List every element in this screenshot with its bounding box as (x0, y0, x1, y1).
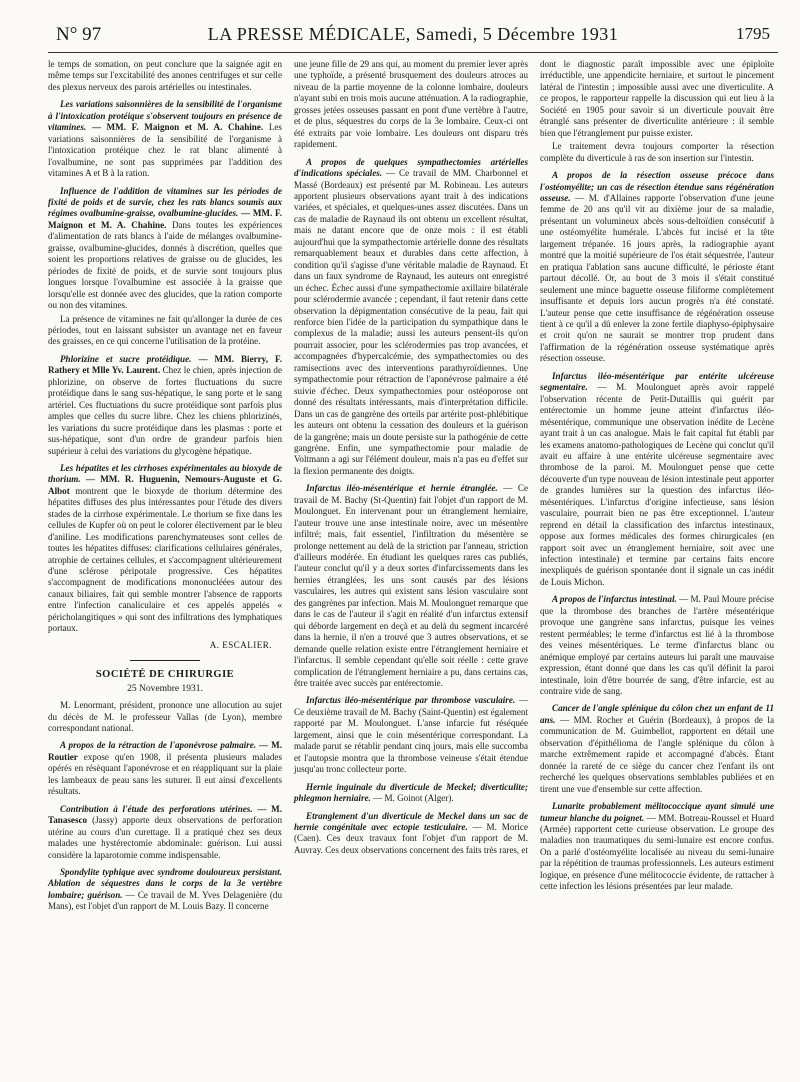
article-s4 (48, 463, 282, 635)
article-s4 (294, 782, 528, 805)
article-s5 (540, 801, 774, 893)
article-s2 (294, 483, 528, 689)
article-title: Infarctus iléo-mésentérique par thrombose vasculaire. (306, 695, 516, 706)
article-s5 (48, 740, 282, 797)
article-title: Contribution à l'étude des perforations utérines. (60, 803, 253, 814)
article-body: — Ce travail de M. Bachy (St-Quentin) fait l'objet d'un rapport de M. Moulonguet. En intervenant pour un étranglement herniaire, l'auteur trouve une anse intestinale noire, avec un mésentère infiltré; mais, fait essentiel, l'infiltration du mésentère se prolonge nettement au delà de la striction par l'anneau, striction d'ailleurs modérée. En étudiant les quelques rares cas publiés, l'auteur conclut qu'il y a deux sortes d'infarcissements dans les hernies étranglées, les uns sont causés par des lésions vasculaires, les autres qui existent sans lésion vasculaire sont des gangrènes par infection. Mais M. Moulonguet remarque que dans le cas de l'auteur il s'agit en réalité d'un infarctus extensif qui déborde largement en deçà et au delà du segment incarcéré dans la hernie, il n'en a trouvé que 3 autres observations, et se demande quelle relation existe entre l'étranglement herniaire et l'infarctus. Il semble cependant qu'elle soit réelle : cette grave complication de l'étranglement herniaire a pu, dans certains cas, être traitée avec succès par entérectomie. (294, 483, 528, 689)
article-s3 (540, 594, 774, 697)
article-body: — M. Paul Moure précise que la thrombose des branches de l'artère mésentérique provoque une gangrène sans infarctus, puisque les veines restent perméables; le terme d'infarctus est lié à la thrombose des veines mésentériques. Le terme d'infarctus blanc ou anémique employé par certains auteurs lui paraît une mauvaise expression, étant donné que dans les cas qu'il définit la paroi intestinale, loin d'être bourrée de sang, d'être infarcie, est au contraire vide de sang. (540, 594, 774, 697)
article-title: A propos de la rétraction de l'aponévrose palmaire. (60, 740, 257, 751)
signature: A. ESCALIER. (209, 639, 272, 650)
article-body: montrent que le bioxyde de thorium détermine des hépatites diffuses des plus intéressantes pour l'étude des divers stades de la cirrhose expérimentale. Le thorium se fixe dans les cellules de Kupfer où on peut le colorer électivement par le bleu d'aniline. Les modifications parenchymateuses sont celles de toutes les hépatites diffuses: clarifications cellulaires générales, atrophie de certaines cellules, et s'accompagnent ultérieurement d'une sclérose péripotale progressive. Ces hépatites s'accompagnent de modifications mononucléées autour des canaux biliaires, fait qui semble montrer l'absence de rapports entre l'infection canaliculaire et ces appelés appelés « péricholangitiques » qui sont des infiltrations des lymphatiques portaux. (48, 485, 282, 634)
article-s7 (48, 867, 282, 913)
article-s6 (48, 804, 282, 861)
article-title: Infarctus iléo-mésentérique par entérite ulcéreuse segmentaire. (540, 370, 774, 393)
article-title: Etranglement d'un diverticule de Meckel dans un sac de hernie congénitale avec ectopie testiculaire. (294, 810, 528, 832)
paragraph: dont le diagnostic paraît impossible avec une épiploïte irréductible, une appendicite herniaire, et surtout le pincement latéral de l'intestin ; impossible aussi avec une diverticulite. A ce propos, le rapporteur rappelle la discussion qui eut lieu à la Société en 1905 pour savoir si un diverticule pouvait être étranglé sans présenter de diverticulite antérieure : il semble bien que l'étranglement pur puisse exister. (540, 59, 774, 138)
article-title: Les variations saisonnières de la sensibilité de l'organisme à l'intoxication protéique s'observent toujours en présence de vitamines. (48, 99, 282, 133)
column-1 (48, 59, 282, 913)
article-body: Dans toutes les expériences d'alimentation de rats blancs à l'aide de mélanges ovalbumine-graisse, ovalbumine-glucides, donnés à discrétion, quelles que soient les proportions relatives de graisse ou de glucides, les périodes de fixité de poids, et de survie sont toujours plus longues lorsque l'ovalbumine est associée à la graisse que lorsqu'elle est donnée avec des glucides, que la ration comporte ou non des vitamines. (48, 219, 282, 311)
article-authors: — M. Routier (48, 740, 282, 762)
section-heading: SOCIÉTÉ DE CHIRURGIE (95, 669, 235, 681)
article-body: — M. d'Allaines rapporte l'observation d'une jeune femme de 20 ans qu'il vit au dixième jour de sa maladie, présentant un volumineux abcès sous-deltoïdien consécutif à une ostéomyélite humérale. L'abcès fut incisé et la tête largement trépanée. 16 jours après, la radiographie ayant montré que la moitié supérieure de l'os était séquestrée, l'auteur en pratiqua l'ablation sans aucune difficulté, le périoste étant partout décollé. Or, au bout de 3 mois il s'était constitué seulement une mince baguette osseuse filiforme complètement insuffisante et depuis lors aucun progrès n'a été constaté. L'auteur pense que cette insuffisance de régénération osseuse tient à ce qu'il a dû enlever la zone fertile diaphyso-épiphysaire et croit qu'on ne saurait se montrer trop prudent dans l'affirmation de la régénération osseuse systématique après résection osseuse. (540, 192, 774, 364)
article-title: Les hépatites et les cirrhoses expérimentales au bioxyde de thorium. (48, 462, 282, 485)
issue-number: N° 97 (56, 24, 102, 45)
article-s1 (540, 170, 774, 365)
article-title: Lunarite probablement mélitococcique ayant simulé une tumeur blanche du poignet. (540, 801, 774, 823)
divider (130, 660, 200, 661)
article-authors: — MM. Bierry, F. Rathery et Mlle Yv. Laurent. (48, 353, 282, 376)
column-3 (540, 59, 774, 913)
article-body: — M. Moulonguet après avoir rappelé l'observation récente de Petit-Dutaillis qui guérit par entérectomie un homme jeune atteint d'infarctus iléo-mésentérique, communique une observation inédite de Lecène ayant trait à un cas analogue. Mais le fait capital fut établi par les examens anatomo-pathologiques de Lecène qui conclut qu'il avait eu affaire à une entérite ulcéreuse segmentaire avec thrombose de la paroi. M. Moulonguet pense que cette découverte d'un type nouveau de lésion intestinale peut apporter de grandes lumières sur la question des infarctus iléo-mésentériques. L'infarctus d'origine infectieuse, sans lésion vasculaire, pourrait bien ne pas être exceptionnel. L'auteur reprend en détail la classification des infarctus intestinaux, oppose aux formes médicales des formes chirurgicales (en rapport soit avec un étranglement herniaire, soit avec une infection intestinale) et termine par certains faits encore inexpliqués de guérison spontanée dont il signale un cas inédit de Louis Michon. (540, 382, 774, 587)
columns (48, 59, 778, 913)
article-s1 (294, 157, 528, 478)
article-s2 (48, 186, 282, 312)
article-s1 (48, 99, 282, 179)
article-s3 (294, 695, 528, 775)
article-title: Phlorizine et sucre protéidique. (60, 353, 192, 364)
column-2 (294, 59, 528, 913)
article-title: Influence de l'addition de vitamines sur les périodes de fixité de poids et de survie, chez les rats blancs soumis aux régimes ovalbumine-graisse, ovalbumine-glucides. (48, 185, 282, 219)
article-title: Spondylite typhique avec syndrome douloureux persistant. Ablation de séquestres dans le corps de la 3e vertèbre lombaire; guérison. (48, 867, 282, 900)
article-authors: — M. Tanasesco (48, 803, 282, 826)
article-body: Chez le chien, après injection de phlorizine, on observe de fortes fluctuations du sucre protéidique dans le sang sus-hépatique, le sang porte et le sang artériel. Ces fluctuations du sucre protéidique sont parfois plus amples que celles du sucre libre. Chez les chiens phlorizinés, les variations du sucre protéidique dans les plasmas : porte et sus-hépatique, sont d'un ordre de grandeur parfois bien supérieur à celui des variations du glycogène hépatique. (48, 365, 282, 456)
article-authors: — MM. F. Maignon et M. A. Chahine. (48, 208, 282, 230)
article-body: (Jassy) apporte deux observations de perforation utérine au cours d'un curettage. Il a pratiqué chez ses deux malades une hystérectomie abdominale: guérison. Lui aussi considère la laparotomie comme indispensable. (48, 815, 283, 860)
paragraph: M. Lenormant, président, prononce une allocution au sujet du décès de M. le professeur Vallas (de Lyon), membre correspondant national. (48, 700, 282, 734)
article-title: Hernie inguinale du diverticule de Meckel; diverticulite; phlegmon herniaire. (294, 781, 528, 804)
article-s3 (48, 354, 282, 457)
article-body: Les variations saisonnières de la sensibilité de l'organisme à l'intoxication protéique chez le rat blanc alimenté à l'ovalbumine, ne sont pas supprimées par l'addition des vitamines A et B à la ration. (48, 122, 282, 179)
article-title: A propos de l'infarctus intestinal. (552, 594, 677, 605)
article-body: expose qu'en 1908, il présenta plusieurs malades opérés en résèquant l'aponévrose et en réappliquant sur la plaie les lambeaux de peau sans les suturer. Il eut ainsi d'excellents résultats. (48, 751, 282, 797)
paragraph: le temps de somation, on peut conclure que la saignée agit en même temps sur l'excitabilité des anones centrifuges et sur celle des plexus nerveux des parois artérielles ou intestinales. (48, 59, 282, 92)
article-title: Cancer de l'angle splénique du côlon chez un enfant de 11 ans. (540, 703, 774, 725)
page-header (48, 18, 778, 53)
article-title: A propos de quelques sympathectomies artérielles d'indications spéciales. (294, 156, 528, 179)
article-s4 (540, 703, 774, 795)
article-authors: — MM. R. Huguenin, Nemours-Auguste et G. Albot (48, 474, 282, 496)
article-body: — Ce travail de MM. Charbonnel et Massé (Bordeaux) est présenté par M. Robineau. Les auteurs apportent plusieurs observations ayant trait à des indications variées, et spéciales, et quelques-unes assez discutées. Dans un cas de maladie de Raynaud ils ont obtenu un excellent résultat, mais ne datant encore que de onze mois : il est établi aujourd'hui que la sympathectomie artérielle donne des résultats remarquablement beaux et durables dans cette affection, à condition qu'il s'agisse d'une véritable maladie de Raynaud. Et dans un faux syndrome de Raynaud, les auteurs ont enregistré un échec. Échec aussi d'une sympathectomie axillaire bilatérale pour sclérodermie avancée ; cependant, il faut retenir dans cette observation la dépigmentation consécutive de la peau, fait qui renforce bien l'idée de la participation du sympathique dans le complexus de la maladie; aussi les auteurs pensent-ils qu'on pourrait associer, pour les sclérodermies pas trop avancées, et accompagnées d'hypercalcémie, des sympathectomies ou des ramisections avec des interventions parathyroïdiennes. Une sympathectomie pour rétraction de l'aponévrose palmaire a été suivie d'échec. Deux sympathectomies pour ostéoporose ont donné des résultats intéressants, mais d'interprétation difficile. Dans un cas de gangrène des orteils par artérite post-phlébitique les auteurs ont obtenu la cessation des douleurs et la guérison de la gangrène; mais un doute persiste sur la pathogénie de cette gangrène. Enfin, une sympathectomie pour maladie de Voltmann a agi sur l'élément douleur, mais n'a pas eu d'effet sur la flexion permanente des doigts. (294, 168, 528, 476)
article-body: — M. Morice (Caen). Ces deux travaux font l'objet d'un rapport de M. Auvray. Ces deux observations concernent des faits très rares, et (294, 822, 528, 855)
paragraph: Le traitement devra toujours comporter la résection complète du diverticule à ras de son insertion sur l'intestin. (540, 141, 774, 163)
paragraph: une jeune fille de 29 ans qui, au moment du premier lever après une typhoïde, a présenté brusquement des douleurs atroces au niveau de la partie moyenne de la colonne lombaire, douleurs n'ayant subi en trois mois aucune atténuation. A la radiographie, grosses jetées osseuses passant en pont d'une vertèbre à l'autre, et de plus, séquestres du corps de la 3e lombaire. Ceux-ci ont été extraits par voie lombaire. Les douleurs ont disparu très rapidement. (294, 59, 528, 150)
article-title: A propos de la résection osseuse précoce dans l'ostéomyélite; un cas de résection étendue sans régénération osseuse. (540, 170, 774, 203)
article-body: — M. Goinot (Alger). (373, 793, 454, 804)
paragraph: La présence de vitamines ne fait qu'allonger la durée de ces périodes, tout en laissant subsister un avantage net en faveur des graisses, en ce qui concerne l'utilisation de la protéine. (48, 313, 282, 347)
page-number: 1795 (736, 24, 770, 43)
article-body: — Ce deuxième travail de M. Bachy (Saint-Quentin) est également rapporté par M. Moulonguet. L'anse infarcie fut réséquée largement, ainsi que le coin mésentérique correspondant. La malade parut se rétablir pendant cinq jours, mais elle succomba et l'autopsie montra que la thrombose veineuse s'était étendue jusqu'au tronc collecteur porte. (294, 695, 528, 775)
article-body: — Ce travail de M. Yves Delagenière (du Mans), est l'objet d'un rapport de M. Louis Bazy. Il concerne (48, 889, 282, 912)
article-body: — MM. Botreau-Roussel et Huard (Armée) rapportent cette curieuse observation. Le groupe des maladies non traumatiques du semi-lunaire est encore confus. On a parlé d'ostéomyélite localisée au niveau du semi-lunaire par la répétition de traumas professionnels. Les auteurs estiment logique, en présence d'une mélitococcie évidente, de rattacher à cette infection les lésions présentées par leur malade. (540, 812, 774, 892)
article-s2 (540, 371, 774, 589)
section-date: 25 Novembre 1931. (127, 683, 203, 694)
article-authors: — MM. F. Maignon et M. A. Chahine. (91, 122, 264, 133)
journal-title: LA PRESSE MÉDICALE, Samedi, 5 Décembre 1931 (207, 24, 619, 44)
article-s5 (294, 811, 528, 857)
article-title: Infarctus iléo-mésentérique et hernie étranglée. (306, 483, 498, 494)
article-body: — MM. Rocher et Guérin (Bordeaux), à propos de la communication de M. Guimbellot, rapportent en détail une observation d'épithélioma de l'angle splénique du côlon à marche extrêmement rapide et accompagné d'abcès. Étant donnée la rareté de ce siège du cancer chez l'enfant ils ont recherché les quelques observations semblables publiées et en tirent une vue d'ensemble sur cette affection. (540, 714, 774, 794)
